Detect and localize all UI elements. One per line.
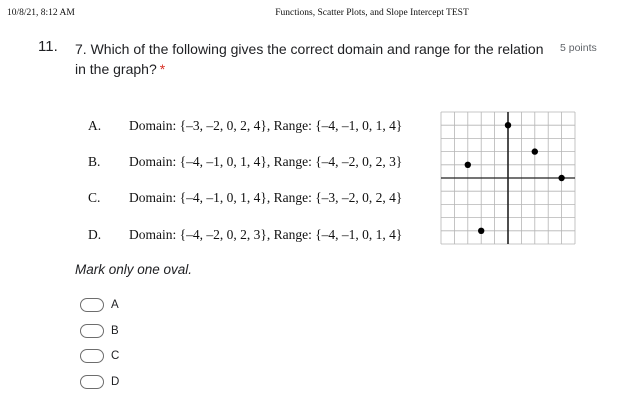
form-title: Functions, Scatter Plots, and Slope Intercept TEST [275,8,469,18]
question-prompt: 7. Which of the following gives the correct domain and range for the relation in the graph? [75,41,544,77]
print-header [0,8,636,22]
radio-oval[interactable] [80,298,104,312]
option-label: C [111,350,120,362]
question-text [75,39,555,79]
radio-oval[interactable] [80,375,104,389]
graph-point [465,162,471,168]
choice-letter: A. [88,118,102,133]
choice-letter: C. [88,190,101,205]
choice-letter: B. [88,154,101,169]
question-number: 11. [38,38,58,55]
choice-text: Domain: {–4, –1, 0, 1, 4}, Range: {–3, –2, 0, 2, 4} [129,190,403,205]
choice-text: Domain: {–4, –1, 0, 1, 4}, Range: {–4, –2, 0, 2, 3} [129,154,403,169]
graph-point [532,148,538,154]
option-label: B [111,325,119,337]
graph-point [478,228,484,234]
graph-point [558,175,564,181]
choice-letter: D. [88,227,102,242]
choice-text: Domain: {–3, –2, 0, 2, 4}, Range: {–4, –1, 0, 1, 4} [129,118,403,133]
coordinate-graph [437,108,579,248]
question-points: 5 points [560,42,597,54]
required-asterisk: * [159,61,166,77]
option-label: D [111,376,120,388]
graph-point [505,122,511,128]
radio-oval[interactable] [80,349,104,363]
graph-axes [441,112,575,244]
choice-text: Domain: {–4, –2, 0, 2, 3}, Range: {–4, –1, 0, 1, 4} [129,227,403,242]
radio-oval[interactable] [80,324,104,338]
option-label: A [111,299,119,311]
print-datetime: 10/8/21, 8:12 AM [7,8,75,18]
instruction-text: Mark only one oval. [75,262,193,277]
